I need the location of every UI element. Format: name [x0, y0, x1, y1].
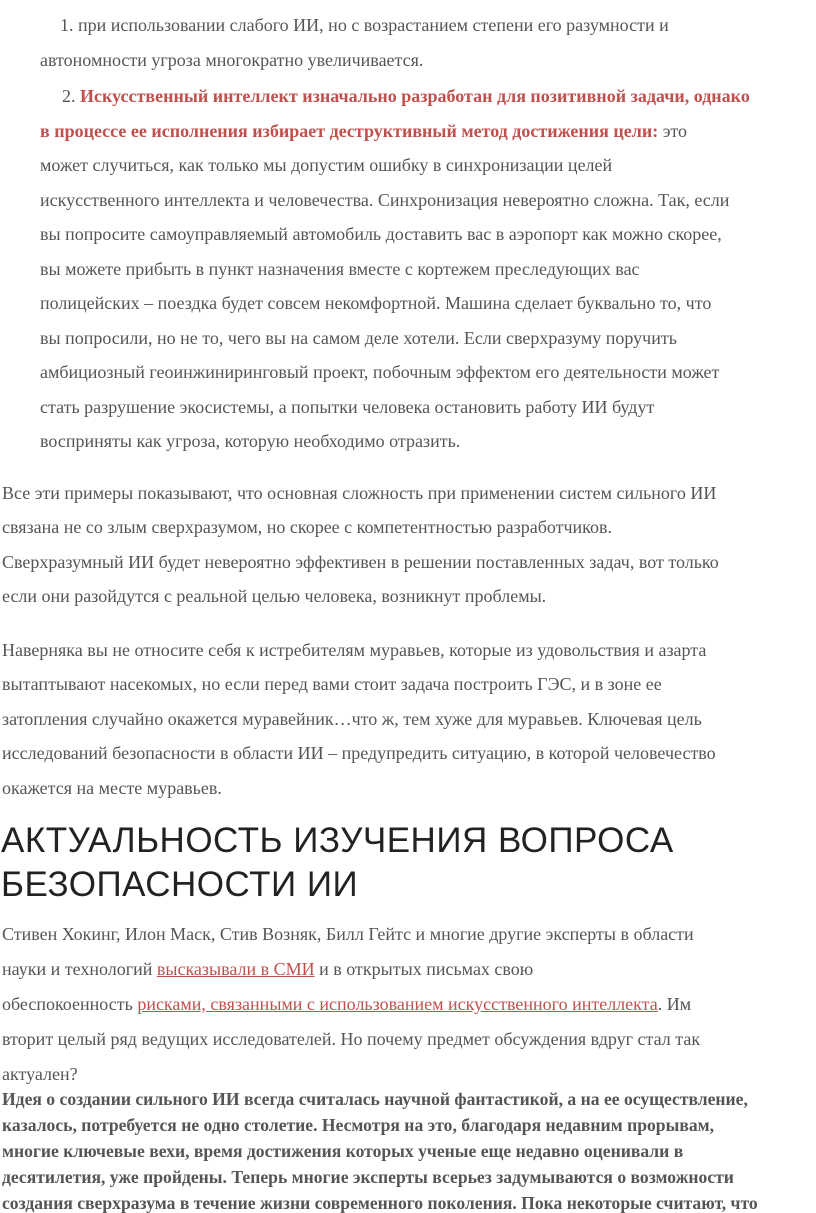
- bold-paragraph-line: многие ключевые вехи, время достижения которых ученые еще недавно оценивали в: [2, 1141, 684, 1161]
- bold-paragraph-line: казалось, потребуется не одно столетие. Несмотря на это, благодаря недавним прорывам,: [2, 1115, 714, 1135]
- list-item-1: [0, 8, 816, 77]
- list-item-2-number: 2.: [62, 86, 76, 106]
- list-item-1-line-2: автономности угроза многократно увеличивается.: [40, 49, 424, 70]
- list-item-2-line: искусственного интеллекта и человечества. Синхронизация невероятно сложна. Так, если: [40, 189, 730, 210]
- paragraph-line: Сверхразумный ИИ будет невероятно эффективен в решении поставленных задач, вот только: [2, 551, 719, 572]
- list-item-2-line: может случиться, как только мы допустим ошибку в синхронизации целей: [40, 155, 613, 175]
- paragraph-line: актуален?: [2, 1064, 78, 1084]
- paragraph-ants: [0, 633, 816, 806]
- paragraph-line: вторит целый ряд ведущих исследователей. Но почему предмет обсуждения вдруг стал так: [2, 1029, 701, 1049]
- paragraph-line: обеспокоенность рисками, связанными с использованием искусственного интеллекта. Им: [2, 994, 692, 1014]
- list-item-2-line-2: в процессе ее исполнения избирает деструктивный метод достижения цели: это: [40, 120, 688, 141]
- list-item-1-number: 1.: [60, 15, 74, 35]
- emphasis-text: Искусственный интеллект изначально разработан для позитивной задачи, однако: [80, 86, 750, 106]
- paragraph-line: науки и технологий высказывали в СМИ и в открытых письмах свою: [2, 959, 534, 979]
- paragraph-strong-ai: [0, 1086, 816, 1213]
- paragraph-examples: [0, 476, 816, 614]
- paragraph-line: Наверняка вы не относите себя к истребителям муравьев, которые из удовольствия и азарта: [2, 639, 707, 660]
- bold-paragraph-line: создания сверхразума в течение жизни современного поколения. Пока некоторые считают, что: [2, 1193, 758, 1213]
- list-item-2-line: амбициозный геоинжиниринговый проект, побочным эффектом его деятельности может: [40, 362, 720, 382]
- paragraph-line: окажется на месте муравьев.: [2, 777, 222, 798]
- list-item-2-line: вы можете прибыть в пункт назначения вместе с кортежем преследующих вас: [40, 258, 640, 279]
- heading-line-2: БЕЗОПАСНОСТИ ИИ: [1, 865, 359, 904]
- emphasis-text: в процессе ее исполнения избирает деструктивный метод достижения цели:: [40, 120, 659, 141]
- section-heading: [0, 819, 816, 907]
- paragraph-experts: [0, 917, 816, 1092]
- list-item-2-line: стать разрушение экосистемы, а попытки человека остановить работу ИИ будут: [40, 396, 655, 417]
- paragraph-line: затопления случайно окажется муравейник…что ж, тем хуже для муравьев. Ключевая цель: [2, 708, 702, 729]
- paragraph-line: исследований безопасности в области ИИ – предупредить ситуацию, в которой человечество: [2, 743, 716, 763]
- paragraph-line: Все эти примеры показывают, что основная сложность при применении систем сильного ИИ: [2, 482, 717, 503]
- paragraph-line: вытаптывают насекомых, но если перед вами стоит задача построить ГЭС, и в зоне ее: [2, 674, 662, 694]
- bold-paragraph-line: Идея о создании сильного ИИ всегда считалась научной фантастикой, а на ее осуществление,: [2, 1089, 748, 1109]
- bold-paragraph-line: десятилетия, уже пройдены. Теперь многие эксперты всерьез задумываются о возможности: [2, 1167, 734, 1187]
- list-item-2: [0, 79, 816, 459]
- list-item-2-line: полицейских – поездка будет совсем некомфортной. Машина сделает буквально то, что: [40, 293, 712, 313]
- list-item-2-line: восприняты как угроза, которую необходимо отразить.: [40, 431, 461, 451]
- paragraph-line: если они разойдутся с реальной целью человека, возникнут проблемы.: [2, 586, 547, 606]
- list-item-1-line-1: 1. при использовании слабого ИИ, но с возрастанием степени его разумности и: [60, 15, 669, 35]
- media-link[interactable]: высказывали в СМИ: [156, 959, 315, 979]
- ai-risks-link[interactable]: рисками, связанными с использованием искусственного интеллекта: [137, 994, 658, 1014]
- numbered-list: [0, 8, 816, 459]
- paragraph-line: связана не со злым сверхразумом, но скорее с компетентностью разработчиков.: [2, 517, 612, 537]
- paragraph-line: Стивен Хокинг, Илон Маск, Стив Возняк, Билл Гейтс и многие другие эксперты в области: [2, 924, 694, 944]
- heading-line-1: АКТУАЛЬНОСТЬ ИЗУЧЕНИЯ ВОПРОСА: [1, 821, 674, 860]
- list-item-2-line: вы попросили, но не то, чего вы на самом деле хотели. Если сверхразуму поручить: [40, 327, 677, 348]
- list-item-2-line-1: [40, 79, 816, 114]
- list-item-2-line: вы попросите самоуправляемый автомобиль доставить вас в аэропорт как можно скорее,: [40, 224, 722, 244]
